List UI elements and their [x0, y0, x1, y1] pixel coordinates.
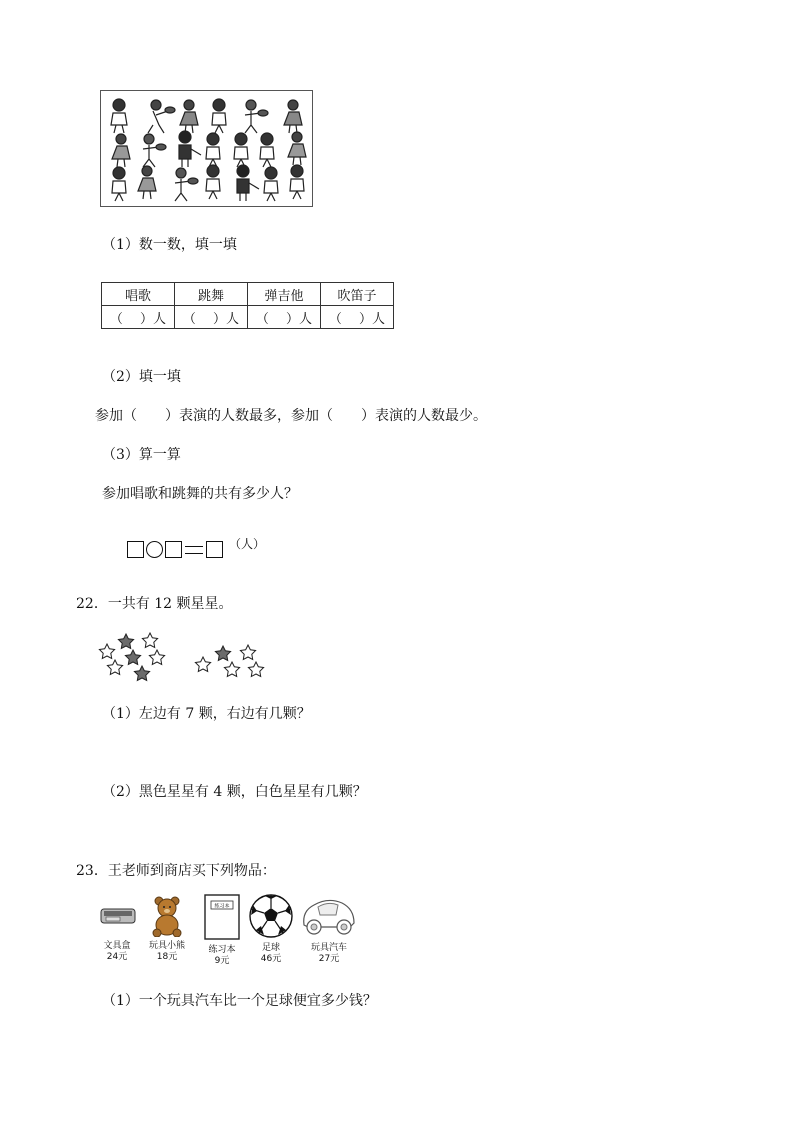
- notebook-cover-label: 练习本: [214, 903, 230, 910]
- soccer-ball-icon: [248, 893, 294, 939]
- answer-cell-singing[interactable]: （ ）人: [102, 306, 175, 329]
- q23-part1-question: （1）一个玩具汽车比一个足球便宜多少钱？: [102, 993, 377, 1009]
- item-price: 9元: [214, 956, 230, 966]
- header-guitar: 弹吉他: [248, 283, 321, 306]
- equals-sign: [185, 546, 203, 554]
- stars-figure: [95, 630, 275, 682]
- left-star-group: [99, 633, 164, 680]
- black-star-icon: [134, 666, 149, 680]
- item-name: 玩具汽车: [310, 943, 347, 953]
- answer-cell-flute[interactable]: （ ）人: [321, 306, 394, 329]
- performers-picture: [100, 90, 313, 207]
- item-name: 文具盒: [103, 941, 131, 951]
- white-star-icon: [248, 662, 263, 676]
- white-star-icon: [99, 644, 114, 658]
- notebook-icon: [199, 893, 245, 941]
- q21-part3-question: 参加唱歌和跳舞的共有多少人？: [102, 486, 298, 502]
- black-star-icon: [215, 646, 230, 660]
- toy-car-icon: [298, 893, 360, 939]
- item-price: 18元: [156, 952, 178, 962]
- item-name: 练习本: [208, 945, 236, 955]
- shop-items: [95, 893, 360, 973]
- q22-title: 22．一共有 12 颗星星。: [76, 596, 233, 612]
- equation-result-box[interactable]: [206, 541, 223, 558]
- answer-cell-dancing[interactable]: （ ）人: [175, 306, 248, 329]
- q23-title: 23．王老师到商店买下列物品：: [76, 863, 276, 879]
- header-flute: 吹笛子: [321, 283, 394, 306]
- q22-part1-question: （1）左边有 7 颗，右边有几颗？: [102, 706, 311, 722]
- white-star-icon: [240, 645, 255, 659]
- black-star-icon: [118, 634, 133, 648]
- item-price: 27元: [318, 954, 340, 964]
- item-price: 24元: [106, 952, 128, 962]
- item-soccer-ball: [248, 893, 294, 965]
- table-answer-row: [102, 306, 394, 329]
- q21-part1-label: （1）数一数，填一填: [102, 237, 237, 253]
- q21-part3-label: （3）算一算: [102, 447, 181, 463]
- equation-box-2[interactable]: [165, 541, 182, 558]
- item-name: 玩具小熊: [148, 941, 185, 951]
- white-star-icon: [149, 650, 164, 664]
- item-name: 足球: [261, 943, 280, 953]
- q22-part2-question: （2）黑色星星有 4 颗，白色星星有几颗？: [102, 784, 367, 800]
- white-star-icon: [142, 633, 157, 647]
- q21-part2-label: （2）填一填: [102, 369, 181, 385]
- header-dancing: 跳舞: [175, 283, 248, 306]
- item-price: 46元: [260, 954, 282, 964]
- performers-illustration: [101, 91, 312, 206]
- black-star-icon: [125, 650, 140, 664]
- right-star-group: [195, 645, 263, 676]
- white-star-icon: [195, 657, 210, 671]
- table-header-row: [102, 283, 394, 306]
- item-notebook: [199, 893, 245, 967]
- unit-label: （人）: [229, 537, 266, 551]
- item-teddy-bear: [145, 893, 189, 963]
- item-pencil-case: [95, 893, 139, 963]
- header-singing: 唱歌: [102, 283, 175, 306]
- white-star-icon: [107, 660, 122, 674]
- answer-cell-guitar[interactable]: （ ）人: [248, 306, 321, 329]
- equation-box-1[interactable]: [127, 541, 144, 558]
- operator-circle[interactable]: [146, 541, 163, 558]
- white-star-icon: [224, 662, 239, 676]
- performance-count-table: [101, 282, 394, 329]
- item-toy-car: [298, 893, 360, 965]
- teddy-bear-icon: [145, 893, 189, 937]
- q21-part2-question: 参加（ ）表演的人数最多，参加（ ）表演的人数最少。: [95, 408, 487, 424]
- addition-equation: [127, 537, 266, 558]
- pencil-case-icon: [95, 893, 139, 937]
